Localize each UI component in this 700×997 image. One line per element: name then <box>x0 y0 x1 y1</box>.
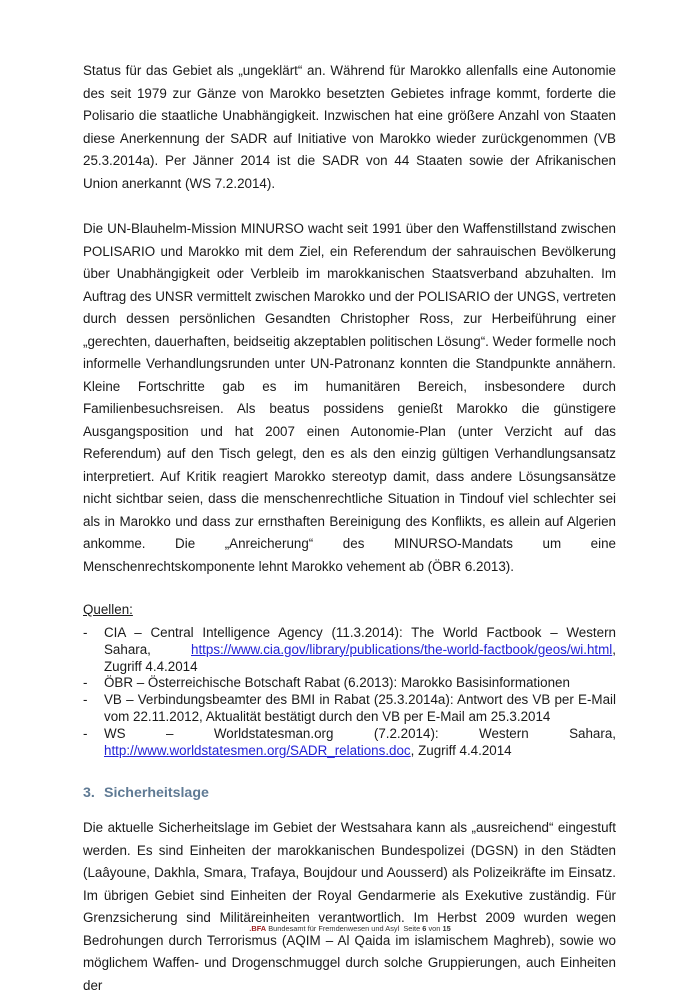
source-item-vb <box>83 692 616 726</box>
sources-list <box>83 625 616 759</box>
list-bullet: - <box>83 725 88 741</box>
paragraph-security: Die aktuelle Sicherheitslage im Gebiet der Westsahara kann als „ausreichend“ eingestuft werden. Es sind Einheiten der marokkanischen Bundespolizei (DGSN) in den Städten (Laâyoune, Dakhla, Smara, Trafaya, Boujdour und Aousserd) als Polizeikräfte im Einsatz. Im übrigen Gebiet sind Einheiten der Royal Gendarmerie als Exekutive zuständig. Für Grenzsicherung sind Militäreinheiten verantwortlich. Im Herbst 2009 wurden wegen Bedrohungen durch Terrorismus (AQIM – Al Qaida im islamischem Maghreb), sowie wo möglichem Waffen- und Drogenschmuggel durch solche Gruppierungen, auch Einheiten der <box>83 820 616 993</box>
section-heading <box>83 783 616 803</box>
list-bullet: - <box>83 675 88 691</box>
footer-org: Bundesamt für Fremdenwesen und Asyl <box>268 924 400 933</box>
page-footer <box>0 924 700 933</box>
source-item-cia <box>83 625 616 675</box>
list-bullet: - <box>83 625 88 640</box>
section-title: Sicherheitslage <box>104 785 209 802</box>
source-text: CIA – Central Intelligence Agency (11.3.2014): The World Factbook – Western Sahara, <box>104 625 616 657</box>
list-bullet: - <box>83 692 88 708</box>
footer-page-total: 15 <box>442 924 451 933</box>
source-suffix: , Zugriff 4.4.2014 <box>410 742 512 758</box>
source-text: VB – Verbindungsbeamter des BMI in Rabat (25.3.2014a): Antwort des VB per E-Mail vom 22.11.2012, Aktualität bestätigt durch den VB per E-Mail am 25.3.2014 <box>104 692 616 724</box>
paragraph-status: Status für das Gebiet als „ungeklärt“ an. Während für Marokko allenfalls eine Autonomie des seit 1979 zur Gänze von Marokko besetzten Gebietes infrage kommt, forderte die Polisario die staatliche Unabhängigkeit. Inzwischen hat eine größere Anzahl von Staaten diese Anerkennung der SADR auf Initiative von Marokko wieder zurückgenommen (VB 25.3.2014a). Per Jänner 2014 ist die SADR von 44 Staaten sowie der Afrikanischen Union anerkannt (WS 7.2.2014). <box>83 63 616 191</box>
section-number: 3. <box>83 785 95 802</box>
bfa-logo-text: .BFA <box>249 924 267 933</box>
source-link-ws[interactable]: http://www.worldstatesmen.org/SADR_relations.doc <box>104 742 411 758</box>
source-text: WS – Worldstatesman.org (7.2.2014): Western Sahara, <box>104 725 616 741</box>
source-suffix: , Zugriff 4.4.2014 <box>104 641 616 674</box>
source-text: ÖBR – Österreichische Botschaft Rabat (6.2013): Marokko Basisinformationen <box>104 675 570 691</box>
source-link-cia[interactable]: https://www.cia.gov/library/publications/the-world-factbook/geos/wi.html <box>191 641 613 657</box>
footer-page-label: Seite <box>403 924 421 933</box>
document-page <box>83 60 616 997</box>
source-item-obr <box>83 675 616 692</box>
source-item-ws <box>83 726 616 760</box>
footer-page-number: 6 <box>422 924 427 933</box>
footer-of-label: von <box>428 924 441 933</box>
paragraph-minurso: Die UN-Blauhelm-Mission MINURSO wacht seit 1991 über den Waffenstillstand zwischen POLISARIO und Marokko mit dem Ziel, ein Referendum der sahrauischen Bevölkerung über Unabhängigkeit oder Verbleib im marokkanischen Staatsverband abzuhalten. Im Auftrag des UNSR vermittelt zwischen Marokko und der POLISARIO der UNGS, vertreten durch dessen persönlichen Gesandten Christopher Ross, zur Herbeiführung einer „gerechten, dauerhaften, beidseitig akzeptablen politischen Lösung“. Weder formelle noch informelle Verhandlungsrunden unter UN-Patronanz konnten die Standpunkte annähern. Kleine Fortschritte gab es im humanitären Bereich, insbesondere durch Familienbesuchsreisen. Als beatus possidens genießt Marokko die günstigere Ausgangsposition und hat 2007 einen Autonomie-Plan (unter Verzicht auf das Referendum) auf den Tisch gelegt, den es als den einzig gültigen Verhandlungsansatz interpretiert. Auf Kritik reagiert Marokko stereotyp damit, dass andere Lösungsansätze nicht sichtbar seien, dass die menschenrechtliche Situation in Tindouf viel schlechter sei als in Marokko und dass zur ernsthaften Bereinigung des Konflikts, es allein auf Algerien ankomme. Die „Anreicherung“ des MINURSO-Mandats um eine Menschenrechtskomponente lehnt Marokko vehement ab (ÖBR 6.2013). <box>83 221 616 574</box>
sources-title: Quellen: <box>83 602 133 617</box>
